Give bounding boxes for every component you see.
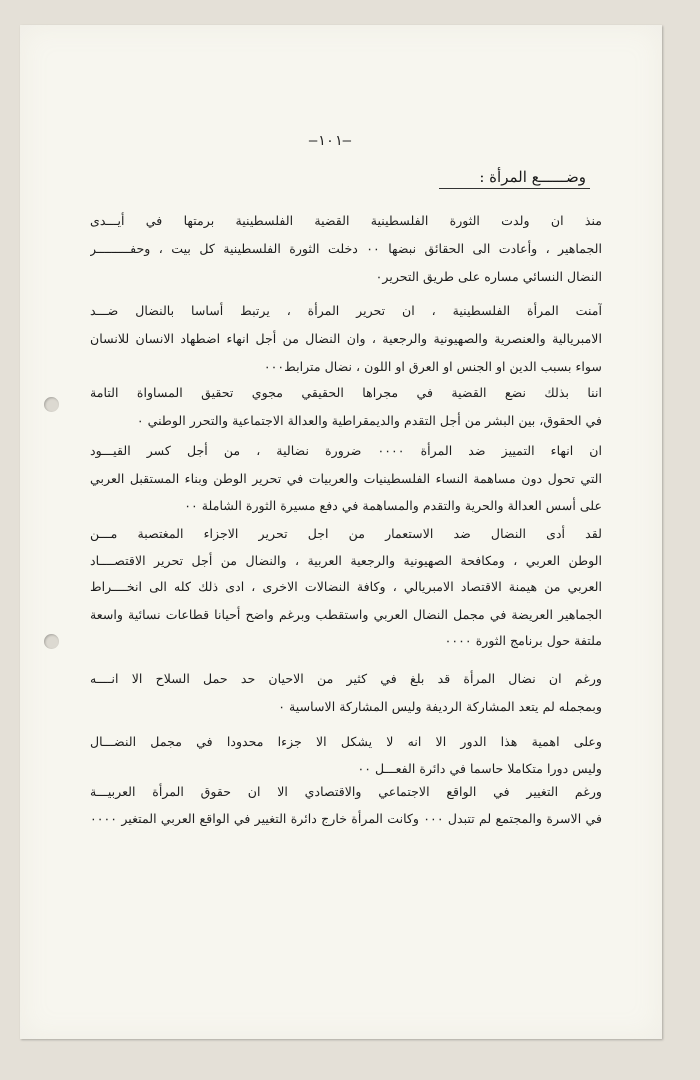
text-line: وعلى اهمية هذا الدور الا انه لا يشكل الا جزءا محدودا في مجمل النضـــال bbox=[90, 734, 602, 749]
section-heading: وضــــــع المرأة : bbox=[439, 168, 590, 189]
text-line: لقد أدى النضال ضد الاستعمار من اجل تحرير الاجزاء المغتصبة مـــن bbox=[90, 526, 602, 541]
text-line: في الحقوق، بين البشر من أجل التقدم والديمقراطية والعدالة الاجتماعية والتحرر الوطني ٠ bbox=[136, 413, 602, 428]
text-line: الامبريالية والعنصرية والصهيونية والرجعية ، وان النضال من أجل انهاء اضطهاد الانسان للانسان bbox=[90, 331, 602, 346]
text-line: النضال النسائي مساره على طريق التحرير٠ bbox=[375, 269, 602, 284]
text-line: الجماهير العريضة في مجمل النضال العربي واستقطب وبرغم واضح أحيانا قطاعات نسائية واسعة bbox=[90, 607, 602, 622]
punch-hole-bottom bbox=[44, 634, 59, 649]
text-line: اننا بذلك نضع القضية في مجراها الحقيقي مجوي تحقيق المساواة التامة bbox=[90, 385, 602, 400]
text-line: التي تحول دون مساهمة النساء الفلسطينيات والعربيات في تحرير الوطن وبناء المستقبل العربي bbox=[90, 471, 602, 486]
punch-hole-top bbox=[44, 397, 59, 412]
text-line: ورغم التغيير في الواقع الاجتماعي والاقتصادي الا ان حقوق المرأة العربيـــة bbox=[90, 784, 602, 799]
text-line: سواء بسبب الدين او الجنس او العرق او اللون ، نضال مترابط٠٠٠ bbox=[263, 359, 602, 374]
text-line: ان انهاء التمييز ضد المرأة ٠٠٠٠ ضرورة نضالية ، من أجل كسر القيـــود bbox=[90, 443, 602, 458]
text-line: وليس دورا متكاملا حاسما في دائرة الفعـــل ٠٠ bbox=[357, 761, 602, 776]
text-line: الوطن العربي ، ومكافحة الصهيونية والرجعية العربية ، والنضال من أجل تحرير الاقتصــــاد bbox=[90, 553, 602, 568]
text-line: على أسس العدالة والحرية والتقدم والمساهمة في دفع مسيرة الثورة الشاملة ٠٠ bbox=[184, 498, 602, 513]
text-line: العربي من هيمنة الاقتصاد الامبريالي ، وكافة النضالات الاخرى ، ادى ذلك كله الى انخــــراط bbox=[90, 579, 602, 594]
text-line: آمنت المرأة الفلسطينية ، ان تحرير المرأة ، يرتبط أساسا بالنضال ضـــد bbox=[90, 303, 602, 318]
text-line: في الاسرة والمجتمع لم تتبدل ٠٠٠ وكانت المرأة خارج دائرة التغيير في الواقع العربي المتغير ٠٠٠٠ bbox=[90, 811, 602, 826]
text-line: الجماهير ، وأعادت الى الحقائق نبضها ٠٠ دخلت الثورة الفلسطينية كل بيت ، وحفـــــــــر bbox=[90, 241, 602, 256]
text-line: منذ ان ولدت الثورة الفلسطينية القضية الفلسطينية برمتها في أيـــدى bbox=[90, 213, 602, 228]
text-line: ملتفة حول برنامج الثورة ٠٠٠٠ bbox=[444, 633, 602, 648]
page-number: –١٠١– bbox=[308, 133, 352, 149]
text-line: ورغم ان نضال المرأة قد بلغ في كثير من الاحيان حد حمل السلاح الا انــــه bbox=[90, 671, 602, 686]
text-line: وبمجمله لم يتعد المشاركة الرديفة وليس المشاركة الاساسية ٠ bbox=[278, 699, 602, 714]
